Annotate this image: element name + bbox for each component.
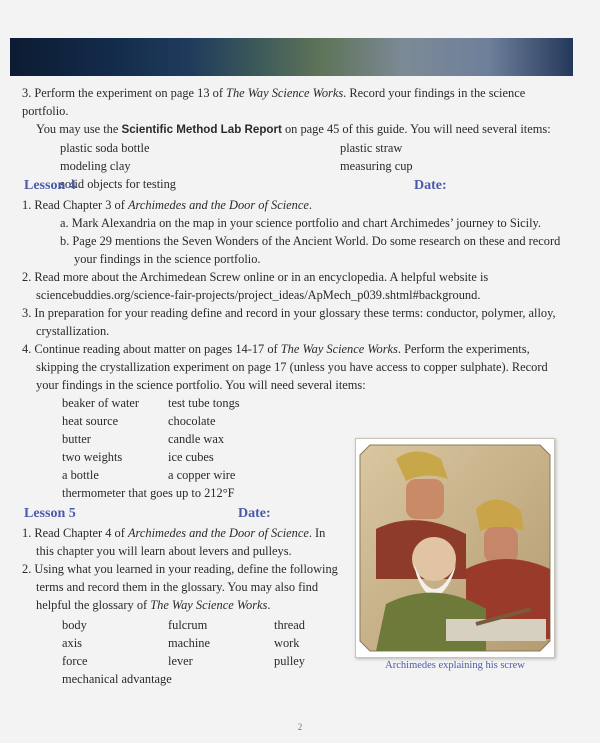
list-item: measuring cup bbox=[340, 159, 413, 173]
lab-report-title: Scientific Method Lab Report bbox=[121, 123, 282, 136]
item-text: . bbox=[308, 198, 312, 212]
lesson-4-item-3: 3. In preparation for your reading define and record in your glossary these terms: conductor, polymer, alloy, crystallization. bbox=[22, 306, 556, 338]
archimedes-illustration bbox=[355, 438, 555, 658]
item-text: 2. Using what you learned in your reading, define the following terms and record them in the glossary. You may also find helpful the glossary of bbox=[22, 562, 338, 612]
lesson-5-title: Lesson 5 bbox=[24, 506, 76, 521]
step-3-text: . Record your findings in the science portfolio. bbox=[22, 86, 526, 118]
painting-icon bbox=[356, 439, 554, 657]
items-col-2 bbox=[168, 394, 348, 484]
book-title: The Way Science Works bbox=[226, 86, 344, 100]
lesson-4-title: Lesson 4 bbox=[24, 178, 76, 193]
lesson-4-item-1a: a. Mark Alexandria on the map in your science portfolio and chart Archimedes’ journey to Sicily. bbox=[60, 216, 542, 230]
list-item: force bbox=[62, 654, 88, 668]
list-item: axis bbox=[62, 636, 82, 650]
list-item: two weights bbox=[62, 450, 123, 464]
list-item: thermometer that goes up to 212°F bbox=[62, 486, 235, 500]
image-caption: Archimedes explaining his screw bbox=[385, 660, 525, 671]
list-item: beaker of water bbox=[62, 396, 140, 410]
list-item: mechanical advantage bbox=[62, 672, 172, 686]
lesson-4-item-2: 2. Read more about the Archimedean Screw online or in an encyclopedia. A helpful website is sciencebuddies.org/science-fair-projects/project_ideas/ApMech_p039.shtml#background. bbox=[22, 270, 489, 302]
page-number: 2 bbox=[297, 722, 303, 732]
list-item: test tube tongs bbox=[168, 396, 240, 410]
list-item: plastic straw bbox=[340, 141, 403, 155]
item-text: 4. Continue reading about matter on pages 14-17 of bbox=[22, 342, 281, 356]
list-item: plastic soda bottle bbox=[60, 141, 150, 155]
book-title: Archimedes and the Door of Science bbox=[127, 198, 309, 212]
terms-col-3 bbox=[274, 616, 354, 688]
lesson-4-date: Date: bbox=[414, 178, 447, 193]
lesson-5-item-2 bbox=[22, 560, 344, 614]
book-title: The Way Science Works bbox=[150, 598, 268, 612]
list-item: machine bbox=[168, 636, 210, 650]
list-item: solid objects for testing bbox=[60, 177, 176, 191]
list-item: pulley bbox=[274, 654, 305, 668]
list-item: ice cubes bbox=[168, 450, 214, 464]
step-3-line2 bbox=[22, 120, 572, 139]
item-text: . In this chapter you will learn about levers and pulleys. bbox=[36, 526, 326, 558]
list-item: body bbox=[62, 618, 87, 632]
list-item: chocolate bbox=[168, 414, 216, 428]
list-item: a bottle bbox=[62, 468, 99, 482]
lesson-4-item-1 bbox=[22, 196, 572, 214]
step-3-block bbox=[22, 84, 572, 193]
terms-col-1 bbox=[62, 616, 172, 688]
item-text: 1. Read Chapter 3 of bbox=[22, 198, 128, 212]
step-3-text: You may use the bbox=[36, 122, 122, 136]
item-text: . Perform the experiments, skipping the crystallization experiment on page 17 (unless you have access to copper sulphate). Record your findings in the science portfolio. You will need several items: bbox=[36, 342, 548, 392]
items-col-1 bbox=[62, 394, 168, 484]
item-text: . bbox=[267, 598, 271, 612]
list-item: a copper wire bbox=[168, 468, 236, 482]
terms-col-2 bbox=[168, 616, 274, 688]
lesson-5-terms bbox=[22, 616, 344, 688]
item-text: 1. Read Chapter 4 of bbox=[22, 526, 128, 540]
lesson-5-date: Date: bbox=[238, 506, 271, 521]
list-item: heat source bbox=[62, 414, 119, 428]
list-item: lever bbox=[168, 654, 193, 668]
list-item: modeling clay bbox=[60, 159, 131, 173]
lesson-4-item-4 bbox=[22, 340, 572, 394]
list-item: thread bbox=[274, 618, 305, 632]
step-3-items bbox=[22, 139, 572, 193]
book-title: Archimedes and the Door of Science bbox=[127, 526, 309, 540]
lesson-4-item-1b: b. Page 29 mentions the Seven Wonders of the Ancient World. Do some research on these and record your findings in the science portfolio. bbox=[60, 234, 561, 266]
step-3-text: 3. Perform the experiment on page 13 of bbox=[22, 86, 227, 100]
step-3-text: on page 45 of this guide. You will need several items: bbox=[281, 122, 551, 136]
header-banner bbox=[10, 38, 573, 76]
lesson-5-block bbox=[22, 524, 344, 688]
book-title: The Way Science Works bbox=[280, 342, 398, 356]
list-item: work bbox=[274, 636, 300, 650]
list-item: fulcrum bbox=[168, 618, 208, 632]
items-left bbox=[60, 139, 340, 193]
step-3-line1 bbox=[22, 84, 572, 120]
list-item: butter bbox=[62, 432, 91, 446]
list-item: candle wax bbox=[168, 432, 225, 446]
lesson-5-item-1 bbox=[22, 524, 344, 560]
